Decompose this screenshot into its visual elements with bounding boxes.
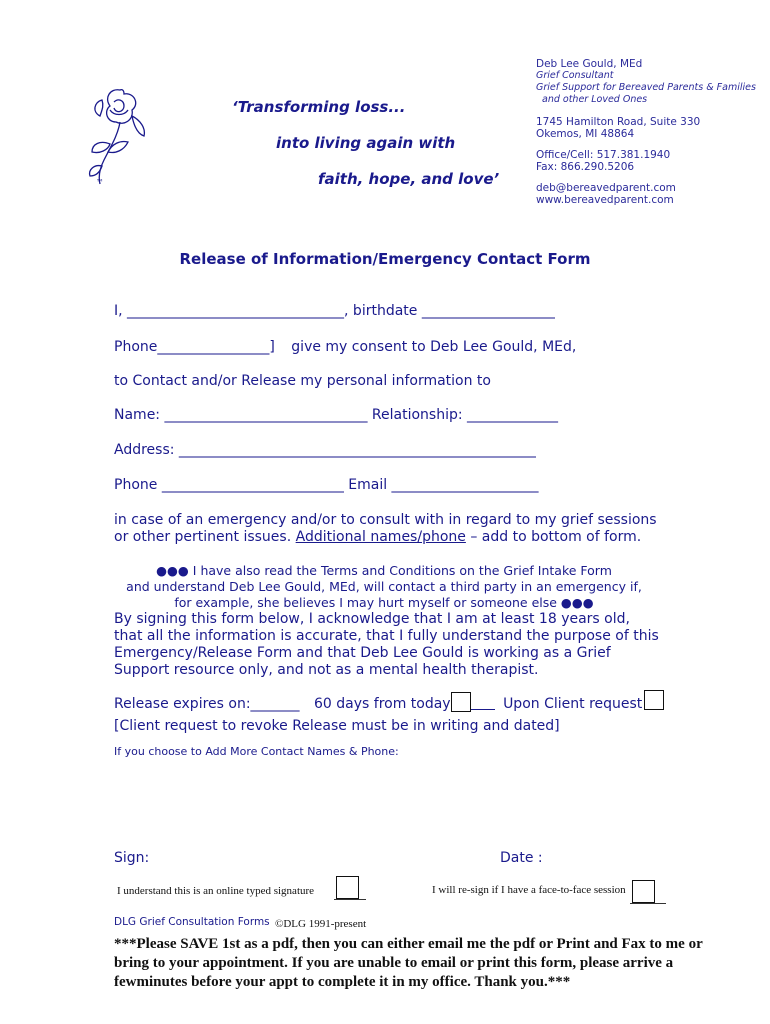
contact-email[interactable]: deb@bereavedparent.com	[536, 182, 676, 194]
copyright-text: ©DLG 1991-present	[275, 918, 367, 930]
online-signature-checkbox[interactable]	[336, 876, 359, 899]
contact-block	[536, 58, 756, 206]
terms-text-2: and understand Deb Lee Gould, MEd, will contact a third party in an emergency if,	[126, 579, 642, 594]
client-request-checkbox[interactable]	[644, 690, 664, 710]
acknowledge-text-3: Emergency/Release Form and that Deb Lee Gould is working as a Grief	[114, 645, 611, 661]
contact-fax: Fax: 866.290.5206	[536, 161, 635, 173]
release-expires-line	[114, 690, 664, 712]
tagline-line-2: into living again with	[276, 134, 456, 152]
sixty-days-underline	[471, 709, 495, 710]
trademark-symbol: ™	[96, 178, 104, 187]
forms-label: DLG Grief Consultation Forms	[114, 916, 270, 928]
save-instructions-3: fewminutes before your appt to complete it in my office. Thank you.***	[114, 974, 571, 990]
emergency-text-2-pre: or other pertinent issues.	[114, 529, 292, 545]
tagline-line-3: faith, hope, and love’	[318, 170, 500, 188]
contact-website[interactable]: www.bereavedparent.com	[536, 194, 674, 206]
terms-text-3: for example, she believes I may hurt myself or someone else ●●●	[174, 595, 594, 610]
contact-release-text: to Contact and/or Release my personal information to	[114, 373, 491, 389]
emergency-text-2	[114, 529, 641, 545]
save-instructions-2: bring to your appointment. If you are unable to email or print this form, please arrive a	[114, 955, 674, 971]
add-more-text: If you choose to Add More Contact Names & Phone:	[114, 745, 399, 758]
contact-address-line[interactable]: Address: ___________________________________________________	[114, 442, 536, 458]
consent-text: give my consent to Deb Lee Gould, MEd,	[291, 339, 577, 355]
contact-support-2: and other Loved Ones	[542, 94, 648, 105]
acknowledge-text-2: that all the information is accurate, that I fully understand the purpose of this	[114, 628, 659, 644]
form-title: Release of Information/Emergency Contact Form	[179, 250, 591, 268]
contact-phone-email-line[interactable]: Phone __________________________ Email _____________________	[114, 477, 539, 493]
resign-underline	[630, 903, 666, 904]
save-instructions	[114, 935, 714, 992]
tagline-line-1: ‘Transforming loss...	[232, 98, 406, 116]
terms-text-1: ●●● I have also read the Terms and Conditions on the Grief Intake Form	[156, 563, 612, 578]
resign-text: I will re-sign if I have a face-to-face session	[432, 884, 626, 896]
rose-logo-icon	[80, 80, 160, 190]
online-signature-underline	[334, 899, 366, 900]
contact-role: Grief Consultant	[536, 70, 614, 81]
client-request-label: Upon Client request	[503, 696, 643, 712]
contact-name-relationship-line[interactable]: Name: _____________________________ Relationship: _____________	[114, 407, 559, 423]
contact-name: Deb Lee Gould, MEd	[536, 58, 643, 70]
contact-address-2: Okemos, MI 48864	[536, 128, 635, 140]
additional-names-link[interactable]: Additional names/phone	[295, 529, 466, 545]
resign-checkbox[interactable]	[632, 880, 655, 903]
contact-phone: Office/Cell: 517.381.1940	[536, 149, 671, 161]
contact-address-1: 1745 Hamilton Road, Suite 330	[536, 116, 701, 128]
contact-support-1: Grief Support for Bereaved Parents & Families	[536, 82, 756, 93]
sign-label[interactable]: Sign:	[114, 850, 150, 866]
sixty-days-checkbox[interactable]	[451, 692, 471, 712]
name-birthdate-line[interactable]: I, _______________________________, birthdate ___________________	[114, 303, 555, 319]
acknowledge-text-4: Support resource only, and not as a mental health therapist.	[114, 662, 539, 678]
online-signature-text: I understand this is an online typed signature	[117, 885, 315, 897]
date-label[interactable]: Date :	[500, 850, 543, 866]
acknowledge-text-1: By signing this form below, I acknowledge that I am at least 18 years old,	[114, 611, 630, 627]
online-signature-checkbox-group	[336, 876, 366, 900]
phone-field-label[interactable]: Phone________________]	[114, 339, 275, 355]
emergency-text-2-post: – add to bottom of form.	[470, 529, 642, 545]
sixty-days-label: 60 days from today	[314, 696, 451, 712]
release-expires-label[interactable]: Release expires on:_______	[114, 696, 300, 712]
phone-consent-line[interactable]	[114, 339, 576, 355]
save-instructions-1: ***Please SAVE 1st as a pdf, then you can either email me the pdf or Print and Fax to me or	[114, 936, 703, 952]
revoke-text: [Client request to revoke Release must be in writing and dated]	[114, 718, 560, 734]
emergency-text-1: in case of an emergency and/or to consult with in regard to my grief sessions	[114, 512, 657, 528]
resign-checkbox-group	[632, 880, 666, 904]
